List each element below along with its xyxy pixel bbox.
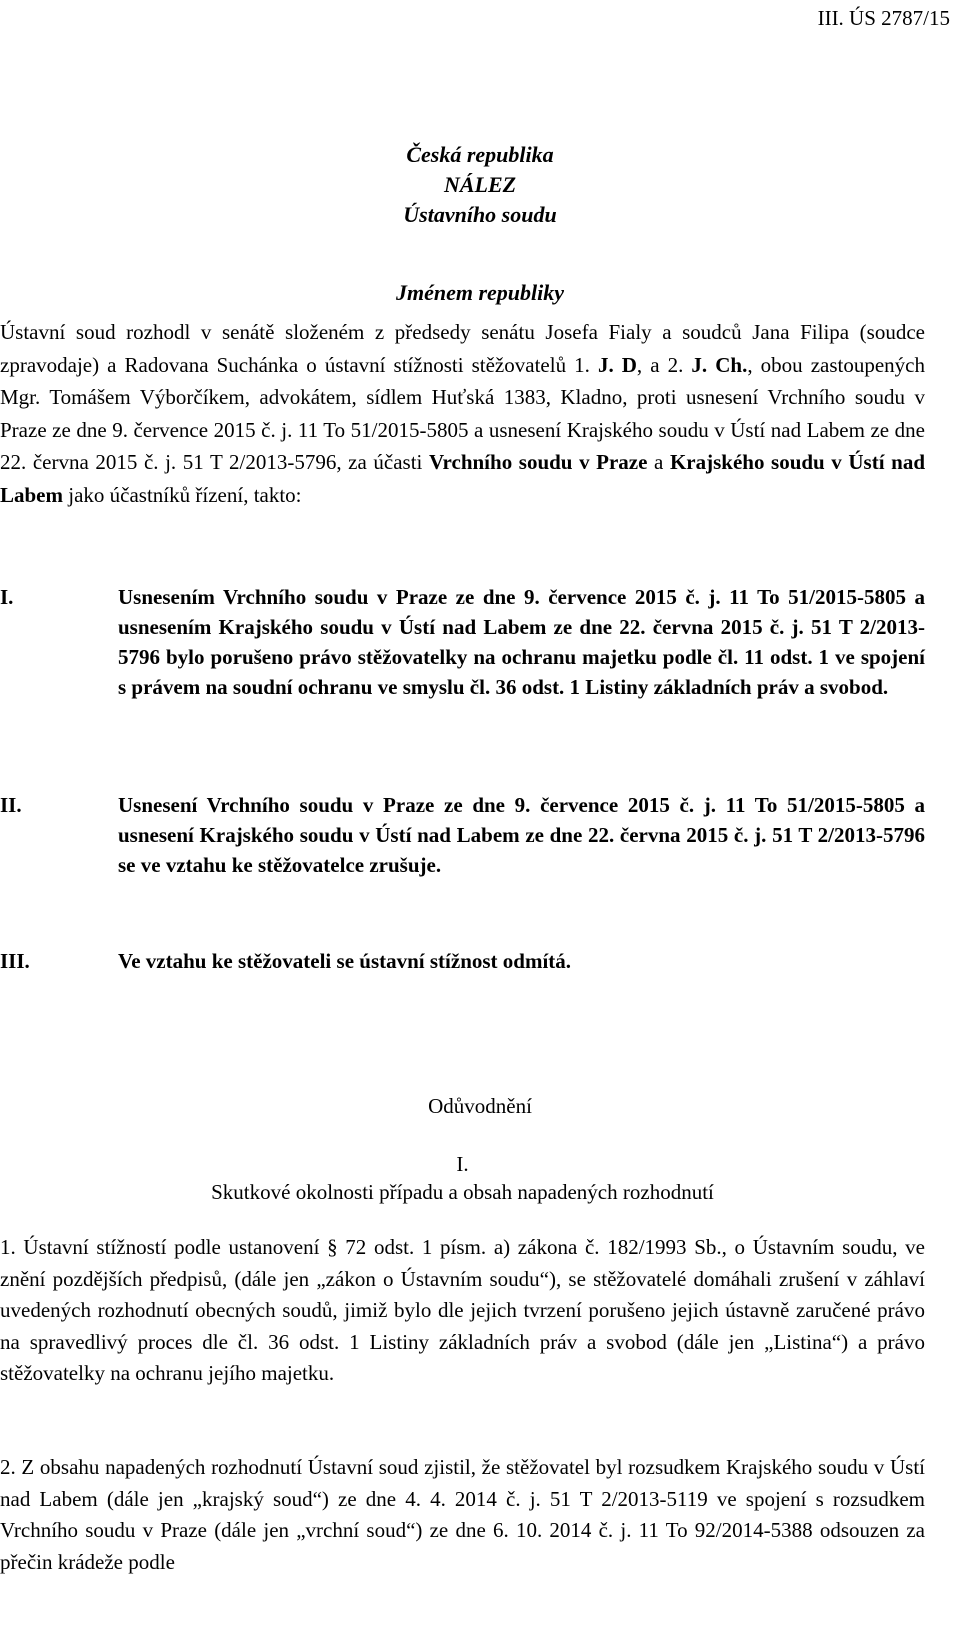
intro-text-2: , a 2.: [636, 352, 692, 377]
case-number: III. ÚS 2787/15: [817, 6, 950, 30]
complainant-2: J. Ch.: [691, 352, 748, 377]
intro-text-3: , obou zastoupených Mgr. Tomášem Výborčíkem, advokátem, sídlem Huťská 1383, Kladno, proti usnesení Vrchního soudu v Praze ze dne 9. července 2015 č. j. 11 To 51/2015-5805 a usnesení Krajského soudu v Ústí nad Labem ze dne 22. června 2015 č. j. 51 T 2/2013-5796, za účasti: [0, 352, 925, 474]
document-header: [0, 140, 960, 308]
verdict-number: III.: [0, 949, 30, 973]
verdict-text: Ve vztahu ke stěžovateli se ústavní stížnost odmítá.: [118, 949, 572, 973]
verdict-text: Usnesení Vrchního soudu v Praze ze dne 9. července 2015 č. j. 11 To 51/2015-5805 a usnesení Krajského soudu v Ústí nad Labem ze dne 22. června 2015 č. j. 51 T 2/2013-5796 se ve vztahu ke stěžovatelce zrušuje.: [118, 793, 925, 877]
document-type: NÁLEZ: [443, 172, 517, 197]
in-name-of-republic: Jménem republiky: [395, 280, 565, 305]
section-number: I.: [456, 1152, 469, 1176]
country-name: Česká republika: [406, 142, 554, 167]
section-title: Skutkové okolnosti případu a obsah napadených rozhodnutí: [211, 1180, 714, 1204]
intro-text-1: Ústavní soud rozhodl v senátě složeném z předsedy senátu Josefa Fialy a soudců Jana Filipa (soudce zpravodaje) a Radovana Suchánka o ústavní stížnosti stěžovatelů 1.: [0, 320, 925, 377]
intro-text-4: a: [647, 450, 670, 474]
verdict-item: [0, 946, 925, 976]
verdict-item: [0, 582, 925, 702]
verdict-item: [0, 790, 925, 880]
verdict-number: II.: [0, 793, 22, 817]
party-high-court: Vrchního soudu v Praze: [428, 450, 648, 474]
complainant-1: J. D: [597, 352, 637, 377]
party-regional-court: Krajského soudu v Ústí nad Labem: [0, 450, 925, 507]
court-name: Ústavního soudu: [403, 202, 557, 227]
reasoning-paragraph: 2. Z obsahu napadených rozhodnutí Ústavní soud zjistil, že stěžovatel byl rozsudkem Krajského soudu v Ústí nad Labem (dále jen „krajský soud“) ze dne 4. 4. 2014 č. j. 51 T 2/2013-5119 ve spojení s rozsudkem Vrchního soudu v Praze (dále jen „vrchní soud“) ze dne 6. 10. 2014 č. j. 11 To 92/2014-5388 odsouzen za přečin krádeže podle: [0, 1455, 925, 1574]
verdict-number: I.: [0, 585, 14, 609]
verdict-text: Usnesením Vrchního soudu v Praze ze dne 9. července 2015 č. j. 11 To 51/2015-5805 a usnesením Krajského soudu v Ústí nad Labem ze dne 22. června 2015 č. j. 51 T 2/2013-5796 bylo porušeno právo stěžovatelky na ochranu majetku podle čl. 11 odst. 1 ve spojení s právem na soudní ochranu ve smyslu čl. 36 odst. 1 Listiny základních práv a svobod.: [118, 585, 925, 699]
intro-text-5: jako účastníků řízení, takto:: [63, 482, 302, 507]
reasoning-paragraph: 1. Ústavní stížností podle ustanovení § 72 odst. 1 písm. a) zákona č. 182/1993 Sb., o Ústavním soudu, ve znění pozdějších předpisů, (dále jen „zákon o Ústavním soudu“), se stěžovatelé domáhali zrušení v záhlaví uvedených rozhodnutí obecných soudů, jimiž bylo dle jejich tvrzení porušeno jejich ústavně zaručené právo na spravedlivý proces dle čl. 36 odst. 1 Listiny základních práv a svobod (dále jen „Listina“) a právo stěžovatelky na ochranu jejího majetku.: [0, 1235, 925, 1385]
intro-paragraph: [0, 316, 925, 511]
reasoning-title: Odůvodnění: [428, 1094, 532, 1118]
